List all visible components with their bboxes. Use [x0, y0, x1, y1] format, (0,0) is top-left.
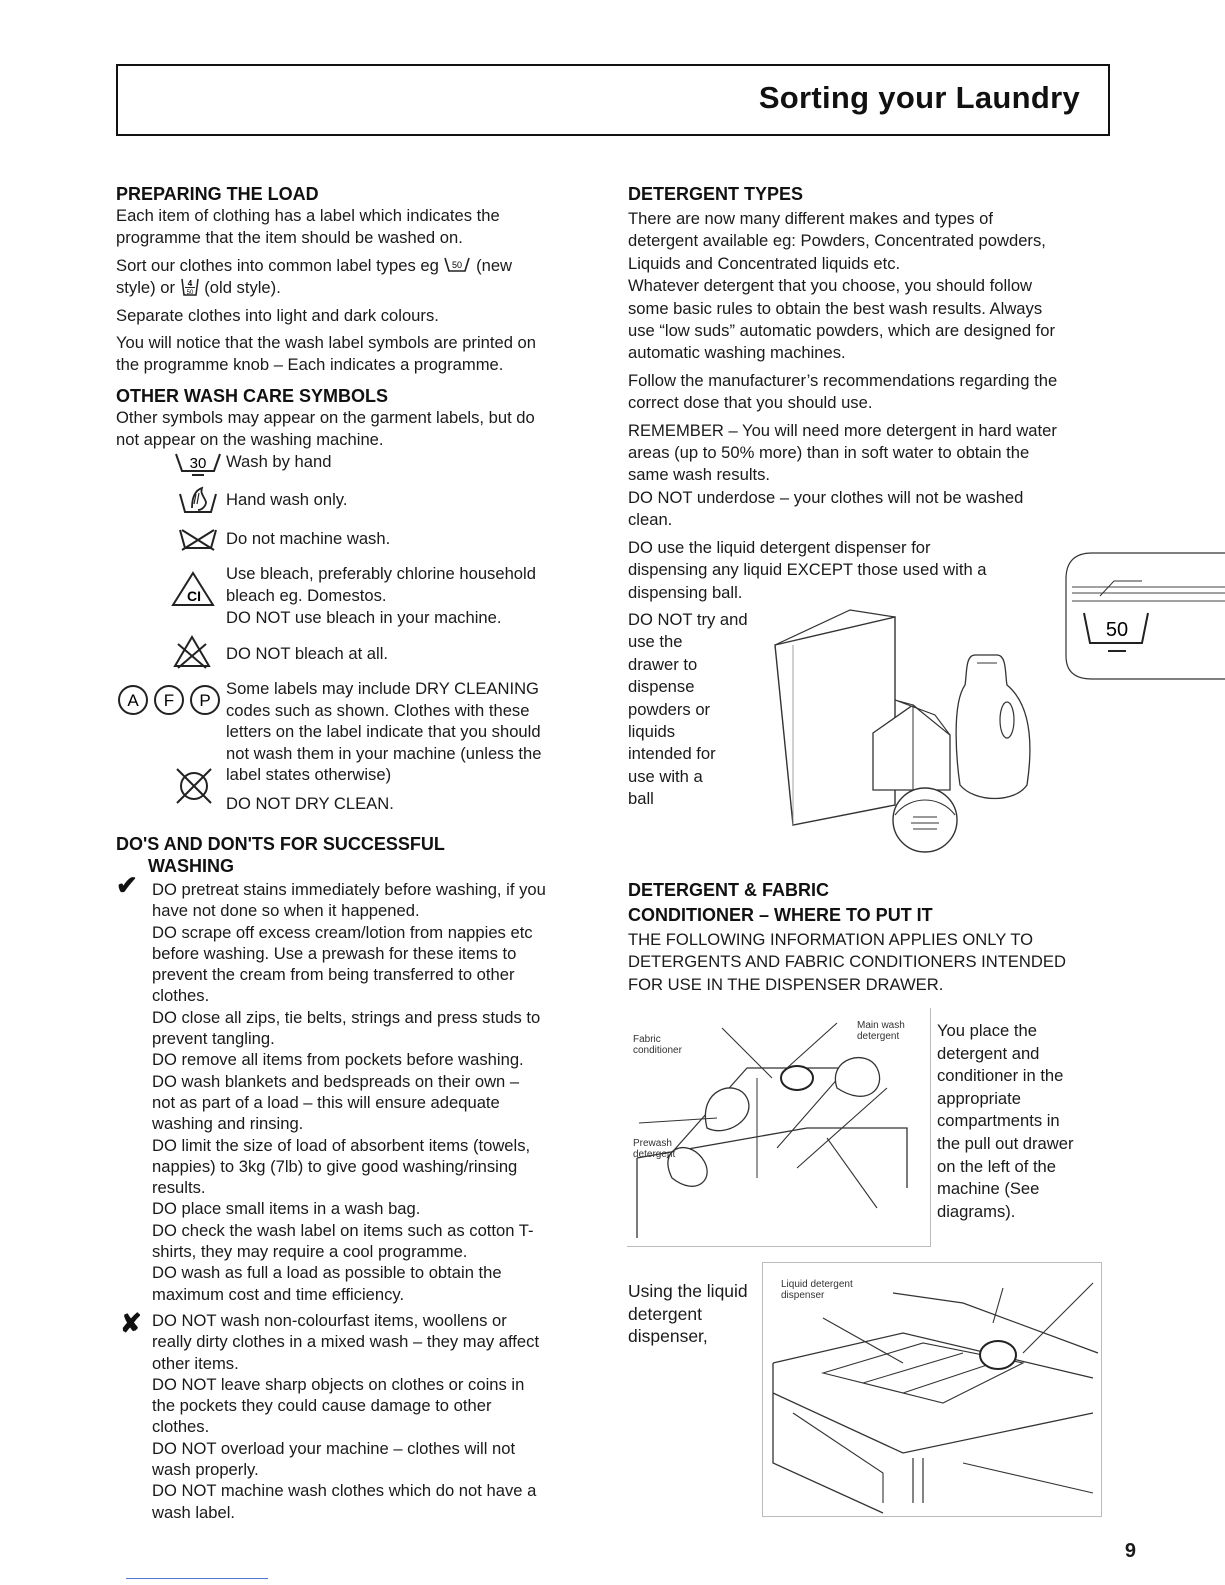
- preparing-p2-new: (new: [476, 255, 513, 275]
- side-line: on the left of the: [937, 1156, 1057, 1176]
- preparing-p1-l1: Each item of clothing has a label which indicates the: [116, 206, 500, 225]
- side-line: compartments in: [937, 1111, 1060, 1131]
- detergent-heading: DETERGENT TYPES: [628, 184, 804, 204]
- dos-heading-l2: WASHING: [148, 856, 235, 876]
- label-main-l1: Main wash: [857, 1020, 905, 1031]
- detergent-p6-l2: dispensing any liquid EXCEPT those used with a: [628, 560, 987, 580]
- detergent-p7-l7: intended for: [628, 744, 716, 764]
- liquid-text: [628, 1280, 758, 1348]
- do-line: DO place small items in a wash bag.: [152, 1199, 421, 1219]
- do-line: DO close all zips, tie belts, strings and press studs to: [152, 1007, 541, 1027]
- do-list: [152, 879, 592, 1305]
- conditioner-caps-l3: FOR USE IN THE DISPENSER DRAWER.: [628, 974, 944, 994]
- do-line: not as part of a load – this will ensure adequate: [152, 1092, 500, 1112]
- conditioner-heading-l2: CONDITIONER – WHERE TO PUT IT: [628, 905, 933, 925]
- sym-use-bleach-l3: DO NOT use bleach in your machine.: [226, 608, 502, 627]
- sym-do-not-dry-clean: DO NOT DRY CLEAN.: [226, 794, 394, 813]
- preparing-p4-l2: the programme knob – Each indicates a programme.: [116, 355, 504, 375]
- detergent-p7-l8: use with a: [628, 766, 703, 786]
- label-prewash-l1: Prewash: [633, 1138, 672, 1149]
- label-liquid-l2: dispenser: [781, 1290, 825, 1301]
- detergent-p6-l3: dispensing ball.: [628, 582, 743, 602]
- dont-line: DO NOT overload your machine – clothes will not: [152, 1438, 516, 1458]
- dont-line: DO NOT wash non-colourfast items, woollens or: [152, 1311, 507, 1330]
- preparing-p2-l2: [116, 277, 586, 299]
- conditioner-caps-l1: THE FOLLOWING INFORMATION APPLIES ONLY TO: [628, 930, 1034, 949]
- dos-heading-block: [116, 833, 586, 877]
- do-line: DO wash as full a load as possible to obtain the: [152, 1263, 502, 1283]
- wash-50-icon: [443, 256, 471, 274]
- sym-use-bleach: [226, 563, 586, 629]
- preparing-section: [116, 183, 586, 452]
- detergent-p6-l1: DO use the liquid detergent dispenser for: [628, 537, 931, 557]
- side-line: You place the: [937, 1021, 1037, 1040]
- side-line: the pull out drawer: [937, 1133, 1074, 1153]
- preparing-p2: [116, 255, 586, 277]
- sym-dry-cleaning-l2: codes such as shown. Clothes with these: [226, 700, 530, 720]
- no-bleach-icon: [172, 634, 212, 670]
- dont-list: [152, 1310, 592, 1523]
- preparing-p2-old: (old style).: [204, 278, 281, 298]
- svg-text:A: A: [127, 691, 139, 710]
- page-title: Sorting your Laundry: [758, 80, 1080, 115]
- sym-do-not-machine-wash: Do not machine wash.: [226, 529, 391, 548]
- sym-dry-cleaning: [226, 678, 586, 786]
- dont-line: wash label.: [152, 1502, 236, 1522]
- svg-text:P: P: [199, 691, 211, 710]
- detergent-p1-l2: detergent available eg: Powders, Concentrated powders,: [628, 231, 1046, 251]
- dont-line: other items.: [152, 1353, 239, 1373]
- svg-text:4: 4: [187, 279, 192, 289]
- title-box: [116, 64, 1110, 136]
- preparing-p2b: style) or: [116, 278, 176, 298]
- preparing-p4-l1: You will notice that the wash label symbols are printed on: [116, 333, 537, 353]
- label-fabric-conditioner: [633, 1034, 682, 1056]
- side-line: machine (See: [937, 1179, 1040, 1199]
- do-line: nappies) to 3kg (7lb) to give good washing/rinsing: [152, 1156, 518, 1176]
- dont-line: DO NOT leave sharp objects on clothes or coins in: [152, 1374, 525, 1394]
- sym-wash-by-hand: Wash by hand: [226, 452, 332, 471]
- sym-use-bleach-l1: Use bleach, preferably chlorine household: [226, 564, 536, 583]
- label-fabric-l1: Fabric: [633, 1034, 661, 1045]
- no-dry-clean-icon: [174, 766, 214, 806]
- detergent-p7-l3: drawer to: [628, 654, 698, 674]
- detergent-p3-l2: correct dose that you should use.: [628, 393, 873, 413]
- detergent-p1-l1: There are now many different makes and types of: [628, 209, 993, 228]
- side-line: appropriate: [937, 1088, 1021, 1108]
- sym-do-not-bleach: DO NOT bleach at all.: [226, 644, 389, 663]
- side-line: conditioner in the: [937, 1066, 1064, 1086]
- footer-line: [126, 1578, 268, 1579]
- detergent-p7-l5: powders or: [628, 699, 711, 719]
- dos-heading-l1: DO'S AND DON'TS FOR SUCCESSFUL: [116, 834, 445, 854]
- detergent-p5-l1: DO NOT underdose – your clothes will not be washed: [628, 487, 1024, 507]
- do-line: DO remove all items from pockets before washing.: [152, 1050, 524, 1070]
- svg-text:30: 30: [189, 455, 207, 472]
- label-liquid-l1: Liquid detergent: [781, 1279, 853, 1290]
- do-line: results.: [152, 1178, 206, 1198]
- do-line: clothes.: [152, 986, 210, 1006]
- detergent-p3-l1: Follow the manufacturer’s recommendations regarding the: [628, 370, 1058, 390]
- dont-line: clothes.: [152, 1417, 210, 1437]
- conditioner-heading-l1: DETERGENT & FABRIC: [628, 880, 830, 900]
- side-line: diagrams).: [937, 1201, 1016, 1221]
- dry-clean-codes-icon: [116, 683, 224, 717]
- liquid-line: detergent: [628, 1303, 702, 1324]
- do-line: prevent the cream from being transferred to other: [152, 965, 515, 985]
- dont-line: the pockets they could cause damage to other: [152, 1396, 492, 1416]
- sym-dry-cleaning-l1: Some labels may include DRY CLEANING: [226, 679, 539, 698]
- conditioner-caps-l2: DETERGENTS AND FABRIC CONDITIONERS INTENDED: [628, 952, 1066, 972]
- conditioner-section: [628, 879, 1108, 996]
- sym-dry-cleaning-l3: letters on the label indicate that you should: [226, 722, 541, 742]
- liquid-line: Using the liquid: [628, 1281, 748, 1301]
- detergent-p2-l3: use “low suds” automatic powders, which are designed for: [628, 321, 1056, 341]
- do-line: prevent tangling.: [152, 1029, 275, 1049]
- other-heading: OTHER WASH CARE SYMBOLS: [116, 385, 389, 406]
- detergent-p5-l2: clean.: [628, 510, 673, 530]
- detergent-p7-l6: liquids: [628, 721, 676, 741]
- no-machine-wash-icon: [178, 526, 218, 552]
- svg-text:F: F: [163, 691, 175, 710]
- label-main-l2: detergent: [857, 1031, 900, 1042]
- dont-line: DO NOT machine wash clothes which do not have a: [152, 1481, 537, 1501]
- detergent-p7-l1: DO NOT try and: [628, 609, 748, 629]
- detergent-p7-l4: dispense: [628, 677, 695, 697]
- do-line: DO wash blankets and bedspreads on their own –: [152, 1071, 520, 1091]
- do-line: have not done so when it happened.: [152, 901, 420, 921]
- detergent-products-illustration: [745, 605, 1045, 855]
- detergent-p2-l1: Whatever detergent that you choose, you should follow: [628, 276, 1033, 296]
- label-fabric-l2: conditioner: [633, 1045, 682, 1056]
- preparing-p1-l2: programme that the item should be washed on.: [116, 228, 463, 248]
- do-line: DO limit the size of load of absorbent items (towels,: [152, 1135, 531, 1155]
- preparing-p3: Separate clothes into light and dark colours.: [116, 305, 439, 325]
- sym-dry-cleaning-l4: not wash them in your machine (unless the: [226, 743, 542, 763]
- svg-text:50: 50: [186, 290, 193, 297]
- side-line: detergent and: [937, 1043, 1040, 1063]
- cross-icon: ✘: [120, 1308, 142, 1338]
- do-line: washing and rinsing.: [152, 1114, 304, 1134]
- wash-old-icon: [180, 277, 200, 297]
- label-prewash-l2: detergent: [633, 1149, 676, 1160]
- do-line: shirts, they may require a cool programme.: [152, 1242, 468, 1262]
- other-intro-l2: not appear on the washing machine.: [116, 430, 384, 450]
- tick-icon: ✔: [116, 870, 138, 900]
- label-liquid-dispenser: [781, 1279, 853, 1301]
- label-main-wash: [857, 1020, 905, 1042]
- detergent-p2-l2: some basic rules to obtain the best wash results. Always: [628, 298, 1043, 318]
- sym-dry-cleaning-l5: label states otherwise): [226, 765, 392, 785]
- liquid-dispenser-diagram: [762, 1262, 1102, 1517]
- svg-text:CI: CI: [187, 588, 201, 604]
- page-number: 9: [1124, 1540, 1136, 1562]
- dont-line: really dirty clothes in a mixed wash – they may affect: [152, 1332, 540, 1352]
- hand-wash-icon: [178, 484, 218, 516]
- other-intro-l1: Other symbols may appear on the garment labels, but do: [116, 407, 535, 427]
- preparing-p2a: Sort our clothes into common label types eg: [116, 255, 439, 275]
- svg-text:50: 50: [452, 259, 463, 270]
- label-prewash: [633, 1138, 675, 1160]
- conditioner-side-text: [937, 1020, 1117, 1223]
- liquid-line: dispenser,: [628, 1326, 708, 1347]
- dont-line: wash properly.: [152, 1460, 259, 1480]
- detergent-p4-l1: REMEMBER – You will need more detergent in hard water: [628, 420, 1057, 440]
- detergent-p4-l2: areas (up to 50% more) than in soft water to obtain the: [628, 443, 1030, 463]
- sym-use-bleach-l2: bleach eg. Domestos.: [226, 586, 387, 605]
- detergent-p7-l2: use the: [628, 632, 683, 652]
- dispenser-inset-illustration: [1062, 551, 1225, 683]
- do-line: DO pretreat stains immediately before washing, if you: [152, 880, 546, 899]
- detergent-p4-l3: same wash results.: [628, 465, 771, 485]
- sym-hand-wash-only: Hand wash only.: [226, 490, 348, 509]
- drawer-diagram: [627, 1008, 931, 1247]
- preparing-heading: PREPARING THE LOAD: [116, 184, 319, 204]
- detergent-p7-l9: ball: [628, 789, 654, 809]
- do-line: DO scrape off excess cream/lotion from nappies etc: [152, 922, 533, 942]
- wash-30-icon: [174, 451, 222, 477]
- do-line: before washing. Use a prewash for these items to: [152, 943, 517, 963]
- do-line: DO check the wash label on items such as cotton T-: [152, 1220, 534, 1240]
- svg-text:50: 50: [1105, 619, 1129, 641]
- detergent-p1-l3: Liquids and Concentrated liquids etc.: [628, 253, 901, 273]
- do-line: maximum cost and time efficiency.: [152, 1284, 405, 1304]
- bleach-icon: [170, 570, 216, 608]
- detergent-p2-l4: automatic washing machines.: [628, 343, 846, 363]
